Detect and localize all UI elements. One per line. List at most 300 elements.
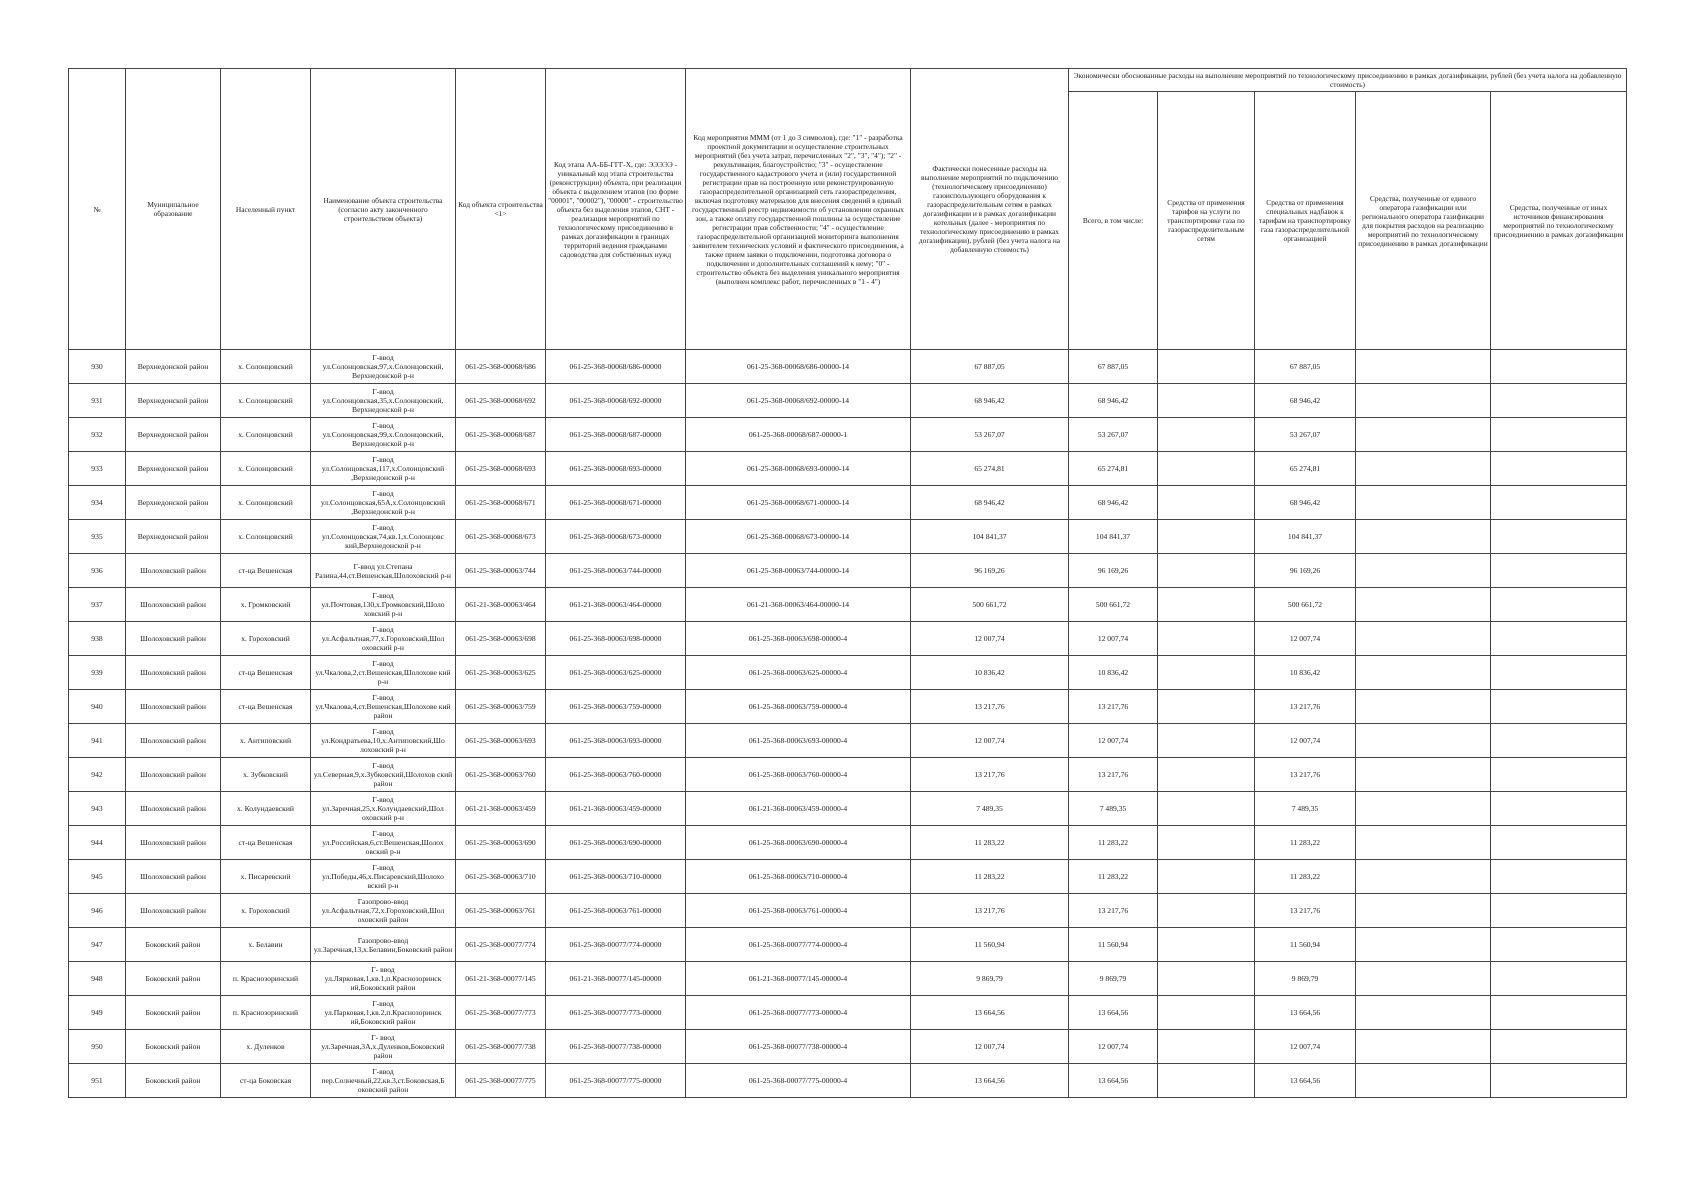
event-code-cell: 061-25-368-00063/744-00000-14 bbox=[686, 554, 911, 588]
table-row bbox=[69, 622, 1627, 656]
object-name-cell: Г-ввод ул.Парковая,1,кв.2,п.Краснозоринск ий,Боковский район bbox=[311, 996, 456, 1030]
actual-costs-cell: 68 946,42 bbox=[911, 486, 1069, 520]
event-code-cell: 061-25-368-00077/775-00000-4 bbox=[686, 1064, 911, 1098]
tariff-transport-cell bbox=[1158, 724, 1255, 758]
row-number-cell: 944 bbox=[69, 826, 126, 860]
table-row bbox=[69, 962, 1627, 996]
settlement-cell: х. Зубковский bbox=[221, 758, 311, 792]
total-cell: 12 007,74 bbox=[1069, 1030, 1158, 1064]
header-row-group bbox=[69, 69, 1627, 92]
row-number-cell: 941 bbox=[69, 724, 126, 758]
total-cell: 67 887,05 bbox=[1069, 350, 1158, 384]
single-operator-cell bbox=[1356, 996, 1491, 1030]
municipality-cell: Шолоховский район bbox=[126, 656, 221, 690]
tariff-transport-cell bbox=[1158, 860, 1255, 894]
table-row bbox=[69, 690, 1627, 724]
municipality-cell: Шолоховский район bbox=[126, 758, 221, 792]
event-code-cell: 061-25-368-00068/671-00000-14 bbox=[686, 486, 911, 520]
row-number-cell: 937 bbox=[69, 588, 126, 622]
header-econ-group: Экономически обоснованные расходы на выполнение мероприятий по технологическому присоединению в рамках догазификации, рублей (без учета налога на добавленную стоимость) bbox=[1069, 69, 1627, 92]
single-operator-cell bbox=[1356, 418, 1491, 452]
header-object-name: Наименование объекта строительства (согласно акту законченного строительством объекта) bbox=[311, 69, 456, 350]
other-sources-cell bbox=[1491, 486, 1627, 520]
tariff-transport-cell bbox=[1158, 690, 1255, 724]
municipality-cell: Шолоховский район bbox=[126, 622, 221, 656]
other-sources-cell bbox=[1491, 656, 1627, 690]
municipality-cell: Шолоховский район bbox=[126, 724, 221, 758]
header-settlement: Населенный пункт bbox=[221, 69, 311, 350]
tariff-transport-cell bbox=[1158, 486, 1255, 520]
other-sources-cell bbox=[1491, 996, 1627, 1030]
special-surcharges-cell: 12 007,74 bbox=[1255, 1030, 1356, 1064]
table-row bbox=[69, 486, 1627, 520]
object-code-cell: 061-25-368-00063/690 bbox=[456, 826, 546, 860]
actual-costs-cell: 12 007,74 bbox=[911, 622, 1069, 656]
municipality-cell: Верхнедонской район bbox=[126, 486, 221, 520]
total-cell: 104 841,37 bbox=[1069, 520, 1158, 554]
event-code-cell: 061-25-368-00068/693-00000-14 bbox=[686, 452, 911, 486]
total-cell: 13 217,76 bbox=[1069, 690, 1158, 724]
object-code-cell: 061-25-368-00077/774 bbox=[456, 928, 546, 962]
tariff-transport-cell bbox=[1158, 996, 1255, 1030]
event-code-cell: 061-25-368-00068/686-00000-14 bbox=[686, 350, 911, 384]
single-operator-cell bbox=[1356, 520, 1491, 554]
settlement-cell: х. Солонцовский bbox=[221, 520, 311, 554]
object-name-cell: Г-ввод ул.Солонцовская,99,х.Солонцовский, Верхнедонской р-н bbox=[311, 418, 456, 452]
single-operator-cell bbox=[1356, 860, 1491, 894]
object-name-cell: Г-ввод ул.Солонцовская,65А,х.Солонцовский ,Верхнедонской р-н bbox=[311, 486, 456, 520]
row-number-cell: 950 bbox=[69, 1030, 126, 1064]
object-code-cell: 061-25-368-00063/693 bbox=[456, 724, 546, 758]
settlement-cell: х. Дуленков bbox=[221, 1030, 311, 1064]
other-sources-cell bbox=[1491, 724, 1627, 758]
object-code-cell: 061-25-368-00068/673 bbox=[456, 520, 546, 554]
special-surcharges-cell: 53 267,07 bbox=[1255, 418, 1356, 452]
tariff-transport-cell bbox=[1158, 962, 1255, 996]
object-name-cell: Г-ввод ул.Чкалова,4,ст.Вешенская,Шолохове кий район bbox=[311, 690, 456, 724]
object-name-cell: Газопрово-ввод ул.Заречная,13,х.Белавин,Боковский район bbox=[311, 928, 456, 962]
other-sources-cell bbox=[1491, 452, 1627, 486]
row-number-cell: 934 bbox=[69, 486, 126, 520]
other-sources-cell bbox=[1491, 350, 1627, 384]
actual-costs-cell: 500 661,72 bbox=[911, 588, 1069, 622]
object-name-cell: Г-ввод ул.Солонцовская,74,кв.1,х.Солонцовс кий,Верхнедонской р-н bbox=[311, 520, 456, 554]
stage-code-cell: 061-25-368-00063/760-00000 bbox=[546, 758, 686, 792]
object-name-cell: Г-ввод ул.Степана Разина,44,ст.Вешенская,Шолоховский р-н bbox=[311, 554, 456, 588]
tariff-transport-cell bbox=[1158, 588, 1255, 622]
stage-code-cell: 061-25-368-00063/759-00000 bbox=[546, 690, 686, 724]
event-code-cell: 061-25-368-00077/774-00000-4 bbox=[686, 928, 911, 962]
header-municipality: Муниципальное образование bbox=[126, 69, 221, 350]
single-operator-cell bbox=[1356, 792, 1491, 826]
object-name-cell: Г-ввод ул.Кондратьева,10,х.Антиповский,Шо лоховский р-н bbox=[311, 724, 456, 758]
special-surcharges-cell: 67 887,05 bbox=[1255, 350, 1356, 384]
single-operator-cell bbox=[1356, 656, 1491, 690]
special-surcharges-cell: 13 217,76 bbox=[1255, 758, 1356, 792]
object-code-cell: 061-25-368-00063/760 bbox=[456, 758, 546, 792]
object-code-cell: 061-25-368-00068/687 bbox=[456, 418, 546, 452]
special-surcharges-cell: 104 841,37 bbox=[1255, 520, 1356, 554]
event-code-cell: 061-25-368-00063/693-00000-4 bbox=[686, 724, 911, 758]
special-surcharges-cell: 500 661,72 bbox=[1255, 588, 1356, 622]
municipality-cell: Шолоховский район bbox=[126, 894, 221, 928]
row-number-cell: 933 bbox=[69, 452, 126, 486]
event-code-cell: 061-21-368-00077/145-00000-4 bbox=[686, 962, 911, 996]
actual-costs-cell: 12 007,74 bbox=[911, 724, 1069, 758]
row-number-cell: 935 bbox=[69, 520, 126, 554]
tariff-transport-cell bbox=[1158, 656, 1255, 690]
stage-code-cell: 061-25-368-00077/774-00000 bbox=[546, 928, 686, 962]
actual-costs-cell: 53 267,07 bbox=[911, 418, 1069, 452]
single-operator-cell bbox=[1356, 928, 1491, 962]
single-operator-cell bbox=[1356, 724, 1491, 758]
stage-code-cell: 061-25-368-00077/773-00000 bbox=[546, 996, 686, 1030]
stage-code-cell: 061-25-368-00068/692-00000 bbox=[546, 384, 686, 418]
total-cell: 11 283,22 bbox=[1069, 826, 1158, 860]
tariff-transport-cell bbox=[1158, 1064, 1255, 1098]
tariff-transport-cell bbox=[1158, 1030, 1255, 1064]
total-cell: 11 283,22 bbox=[1069, 860, 1158, 894]
actual-costs-cell: 96 169,26 bbox=[911, 554, 1069, 588]
settlement-cell: ст-ца Боковская bbox=[221, 1064, 311, 1098]
stage-code-cell: 061-25-368-00063/625-00000 bbox=[546, 656, 686, 690]
actual-costs-cell: 12 007,74 bbox=[911, 1030, 1069, 1064]
total-cell: 53 267,07 bbox=[1069, 418, 1158, 452]
tariff-transport-cell bbox=[1158, 520, 1255, 554]
special-surcharges-cell: 68 946,42 bbox=[1255, 384, 1356, 418]
municipality-cell: Боковский район bbox=[126, 1030, 221, 1064]
row-number-cell: 943 bbox=[69, 792, 126, 826]
total-cell: 7 489,35 bbox=[1069, 792, 1158, 826]
other-sources-cell bbox=[1491, 690, 1627, 724]
table-row bbox=[69, 520, 1627, 554]
table-row bbox=[69, 350, 1627, 384]
single-operator-cell bbox=[1356, 622, 1491, 656]
object-name-cell: Г-ввод ул.Солонцовская,117,х.Солонцовский ,Верхнедонской р-н bbox=[311, 452, 456, 486]
table-row bbox=[69, 1030, 1627, 1064]
total-cell: 9 869,79 bbox=[1069, 962, 1158, 996]
document-page bbox=[68, 68, 1626, 1098]
single-operator-cell bbox=[1356, 758, 1491, 792]
stage-code-cell: 061-25-368-00063/698-00000 bbox=[546, 622, 686, 656]
settlement-cell: х. Солонцовский bbox=[221, 384, 311, 418]
table-row bbox=[69, 860, 1627, 894]
other-sources-cell bbox=[1491, 962, 1627, 996]
settlement-cell: ст-ца Вешенская bbox=[221, 656, 311, 690]
single-operator-cell bbox=[1356, 350, 1491, 384]
row-number-cell: 947 bbox=[69, 928, 126, 962]
object-code-cell: 061-25-368-00077/773 bbox=[456, 996, 546, 1030]
actual-costs-cell: 65 274,81 bbox=[911, 452, 1069, 486]
stage-code-cell: 061-25-368-00068/693-00000 bbox=[546, 452, 686, 486]
row-number-cell: 942 bbox=[69, 758, 126, 792]
tariff-transport-cell bbox=[1158, 418, 1255, 452]
settlement-cell: п. Краснозоринский bbox=[221, 962, 311, 996]
object-name-cell: Г-ввод ул.Солонцовская,97,х.Солонцовский, Верхнедонской р-н bbox=[311, 350, 456, 384]
special-surcharges-cell: 13 217,76 bbox=[1255, 690, 1356, 724]
tariff-transport-cell bbox=[1158, 622, 1255, 656]
special-surcharges-cell: 7 489,35 bbox=[1255, 792, 1356, 826]
total-cell: 13 217,76 bbox=[1069, 894, 1158, 928]
actual-costs-cell: 13 664,56 bbox=[911, 996, 1069, 1030]
table-row bbox=[69, 894, 1627, 928]
event-code-cell: 061-25-368-00063/760-00000-4 bbox=[686, 758, 911, 792]
settlement-cell: ст-ца Вешенская bbox=[221, 826, 311, 860]
tariff-transport-cell bbox=[1158, 894, 1255, 928]
settlement-cell: х. Солонцовский bbox=[221, 418, 311, 452]
actual-costs-cell: 10 836,42 bbox=[911, 656, 1069, 690]
settlement-cell: х. Солонцовский bbox=[221, 350, 311, 384]
other-sources-cell bbox=[1491, 384, 1627, 418]
actual-costs-cell: 13 217,76 bbox=[911, 758, 1069, 792]
tariff-transport-cell bbox=[1158, 350, 1255, 384]
header-actual-costs: Фактически понесенные расходы на выполнение мероприятий по подключению (технологическому присоединению) газоиспользующего оборудования к газораспределительным сетям в рамках догазификации и в рамках догазификации котельных (далее - мероприятия по технологическому присоединению в рамках догазификации), рублей (без учета налога на добавленную стоимость) bbox=[911, 69, 1069, 350]
total-cell: 10 836,42 bbox=[1069, 656, 1158, 690]
stage-code-cell: 061-25-368-00068/671-00000 bbox=[546, 486, 686, 520]
stage-code-cell: 061-25-368-00063/761-00000 bbox=[546, 894, 686, 928]
object-code-cell: 061-25-368-00063/625 bbox=[456, 656, 546, 690]
special-surcharges-cell: 13 217,76 bbox=[1255, 894, 1356, 928]
object-code-cell: 061-25-368-00063/744 bbox=[456, 554, 546, 588]
single-operator-cell bbox=[1356, 894, 1491, 928]
settlement-cell: х. Писаревский bbox=[221, 860, 311, 894]
stage-code-cell: 061-21-368-00077/145-00000 bbox=[546, 962, 686, 996]
row-number-cell: 940 bbox=[69, 690, 126, 724]
actual-costs-cell: 11 560,94 bbox=[911, 928, 1069, 962]
stage-code-cell: 061-21-368-00063/459-00000 bbox=[546, 792, 686, 826]
object-name-cell: Г-ввод ул.Почтовая,130,х.Громковский,Шоло ховский р-н bbox=[311, 588, 456, 622]
municipality-cell: Шолоховский район bbox=[126, 690, 221, 724]
row-number-cell: 939 bbox=[69, 656, 126, 690]
municipality-cell: Верхнедонской район bbox=[126, 452, 221, 486]
event-code-cell: 061-25-368-00068/687-00000-1 bbox=[686, 418, 911, 452]
object-name-cell: Г-ввод ул.Солонцовская,35,х.Солонцовский, Верхнедонской р-н bbox=[311, 384, 456, 418]
municipality-cell: Верхнедонской район bbox=[126, 384, 221, 418]
other-sources-cell bbox=[1491, 792, 1627, 826]
total-cell: 13 664,56 bbox=[1069, 996, 1158, 1030]
total-cell: 500 661,72 bbox=[1069, 588, 1158, 622]
tariff-transport-cell bbox=[1158, 452, 1255, 486]
other-sources-cell bbox=[1491, 554, 1627, 588]
other-sources-cell bbox=[1491, 826, 1627, 860]
event-code-cell: 061-25-368-00063/698-00000-4 bbox=[686, 622, 911, 656]
header-single-operator: Средства, полученные от единого оператора газификации или регионального оператора газификации для покрытия расходов на реализацию мероприятий по технологическому присоединению в рамках догазификации bbox=[1356, 92, 1491, 350]
special-surcharges-cell: 11 283,22 bbox=[1255, 826, 1356, 860]
municipality-cell: Верхнедонской район bbox=[126, 520, 221, 554]
event-code-cell: 061-21-368-00063/459-00000-4 bbox=[686, 792, 911, 826]
single-operator-cell bbox=[1356, 452, 1491, 486]
object-name-cell: Г- ввод ул.Лярковая,1,кв.1,п.Краснозоринск ий,Боковский район bbox=[311, 962, 456, 996]
event-code-cell: 061-25-368-00063/625-00000-4 bbox=[686, 656, 911, 690]
settlement-cell: х. Гороховский bbox=[221, 894, 311, 928]
table-row bbox=[69, 928, 1627, 962]
municipality-cell: Боковский район bbox=[126, 1064, 221, 1098]
single-operator-cell bbox=[1356, 1064, 1491, 1098]
header-special-surcharges: Средства от применения специальных надбавок к тарифам на транспортировку газа газораспределительной организацией bbox=[1255, 92, 1356, 350]
actual-costs-cell: 9 869,79 bbox=[911, 962, 1069, 996]
table-row bbox=[69, 792, 1627, 826]
municipality-cell: Шолоховский район bbox=[126, 792, 221, 826]
object-name-cell: Г-ввод пер.Солнечный,22,кв.3,ст.Боковская,Б оковский район bbox=[311, 1064, 456, 1098]
header-stage-code: Код этапа АА-ББ-ГГГ-Х, где: ЭЭЭЭЭ - уникальный код этапа строительства (реконструкции) объекта, при реализации объекта с выделением этапов (по форме "00001", "00002"), "00000" - строительство объекта без выделения этапов, СНТ - реализация мероприятий по технологическому присоединению в рамках догазификации в границах территорий ведения гражданами садоводства для собственных нужд bbox=[546, 69, 686, 350]
special-surcharges-cell: 96 169,26 bbox=[1255, 554, 1356, 588]
object-code-cell: 061-21-368-00077/145 bbox=[456, 962, 546, 996]
row-number-cell: 951 bbox=[69, 1064, 126, 1098]
tariff-transport-cell bbox=[1158, 758, 1255, 792]
special-surcharges-cell: 11 283,22 bbox=[1255, 860, 1356, 894]
event-code-cell: 061-25-368-00063/761-00000-4 bbox=[686, 894, 911, 928]
actual-costs-cell: 7 489,35 bbox=[911, 792, 1069, 826]
object-name-cell: Г-ввод ул.Чкалова,2,ст.Вешенская,Шолохове кий р-н bbox=[311, 656, 456, 690]
object-name-cell: Г- ввод ул.Заречная,3А,х.Дуленков,Боковский район bbox=[311, 1030, 456, 1064]
row-number-cell: 931 bbox=[69, 384, 126, 418]
special-surcharges-cell: 12 007,74 bbox=[1255, 622, 1356, 656]
actual-costs-cell: 11 283,22 bbox=[911, 826, 1069, 860]
stage-code-cell: 061-25-368-00068/673-00000 bbox=[546, 520, 686, 554]
total-cell: 68 946,42 bbox=[1069, 486, 1158, 520]
municipality-cell: Верхнедонской район bbox=[126, 350, 221, 384]
event-code-cell: 061-25-368-00068/692-00000-14 bbox=[686, 384, 911, 418]
stage-code-cell: 061-25-368-00077/738-00000 bbox=[546, 1030, 686, 1064]
actual-costs-cell: 13 664,56 bbox=[911, 1064, 1069, 1098]
total-cell: 12 007,74 bbox=[1069, 724, 1158, 758]
other-sources-cell bbox=[1491, 860, 1627, 894]
municipality-cell: Шолоховский район bbox=[126, 588, 221, 622]
header-num: № bbox=[69, 69, 126, 350]
special-surcharges-cell: 13 664,56 bbox=[1255, 996, 1356, 1030]
settlement-cell: х. Колундаевский bbox=[221, 792, 311, 826]
row-number-cell: 946 bbox=[69, 894, 126, 928]
total-cell: 13 664,56 bbox=[1069, 1064, 1158, 1098]
table-row bbox=[69, 724, 1627, 758]
single-operator-cell bbox=[1356, 962, 1491, 996]
municipality-cell: Верхнедонской район bbox=[126, 418, 221, 452]
single-operator-cell bbox=[1356, 554, 1491, 588]
object-code-cell: 061-25-368-00068/692 bbox=[456, 384, 546, 418]
table-row bbox=[69, 452, 1627, 486]
object-code-cell: 061-25-368-00068/693 bbox=[456, 452, 546, 486]
object-code-cell: 061-25-368-00077/775 bbox=[456, 1064, 546, 1098]
stage-code-cell: 061-25-368-00063/744-00000 bbox=[546, 554, 686, 588]
object-name-cell: Г-ввод ул.Заречная,25,х.Колундаевский,Шол оховский р-н bbox=[311, 792, 456, 826]
row-number-cell: 938 bbox=[69, 622, 126, 656]
special-surcharges-cell: 65 274,81 bbox=[1255, 452, 1356, 486]
other-sources-cell bbox=[1491, 1064, 1627, 1098]
actual-costs-cell: 104 841,37 bbox=[911, 520, 1069, 554]
header-total: Всего, в том числе: bbox=[1069, 92, 1158, 350]
row-number-cell: 948 bbox=[69, 962, 126, 996]
table-row bbox=[69, 554, 1627, 588]
table-row bbox=[69, 758, 1627, 792]
object-code-cell: 061-25-368-00068/671 bbox=[456, 486, 546, 520]
settlement-cell: х. Громковский bbox=[221, 588, 311, 622]
object-code-cell: 061-25-368-00077/738 bbox=[456, 1030, 546, 1064]
other-sources-cell bbox=[1491, 928, 1627, 962]
stage-code-cell: 061-25-368-00068/687-00000 bbox=[546, 418, 686, 452]
object-name-cell: Г-ввод ул.Российская,6,ст.Вешенская,Шолох овский р-н bbox=[311, 826, 456, 860]
object-code-cell: 061-25-368-00063/698 bbox=[456, 622, 546, 656]
total-cell: 11 560,94 bbox=[1069, 928, 1158, 962]
single-operator-cell bbox=[1356, 588, 1491, 622]
stage-code-cell: 061-25-368-00068/686-00000 bbox=[546, 350, 686, 384]
row-number-cell: 932 bbox=[69, 418, 126, 452]
single-operator-cell bbox=[1356, 486, 1491, 520]
total-cell: 13 217,76 bbox=[1069, 758, 1158, 792]
stage-code-cell: 061-25-368-00063/693-00000 bbox=[546, 724, 686, 758]
total-cell: 65 274,81 bbox=[1069, 452, 1158, 486]
actual-costs-cell: 68 946,42 bbox=[911, 384, 1069, 418]
object-code-cell: 061-21-368-00063/464 bbox=[456, 588, 546, 622]
actual-costs-cell: 13 217,76 bbox=[911, 690, 1069, 724]
row-number-cell: 945 bbox=[69, 860, 126, 894]
table-row bbox=[69, 384, 1627, 418]
single-operator-cell bbox=[1356, 384, 1491, 418]
other-sources-cell bbox=[1491, 894, 1627, 928]
special-surcharges-cell: 9 869,79 bbox=[1255, 962, 1356, 996]
settlement-cell: х. Гороховский bbox=[221, 622, 311, 656]
total-cell: 68 946,42 bbox=[1069, 384, 1158, 418]
event-code-cell: 061-25-368-00063/690-00000-4 bbox=[686, 826, 911, 860]
single-operator-cell bbox=[1356, 690, 1491, 724]
other-sources-cell bbox=[1491, 418, 1627, 452]
settlement-cell: ст-ца Вешенская bbox=[221, 690, 311, 724]
actual-costs-cell: 11 283,22 bbox=[911, 860, 1069, 894]
actual-costs-cell: 67 887,05 bbox=[911, 350, 1069, 384]
row-number-cell: 936 bbox=[69, 554, 126, 588]
actual-costs-cell: 13 217,76 bbox=[911, 894, 1069, 928]
event-code-cell: 061-25-368-00068/673-00000-14 bbox=[686, 520, 911, 554]
other-sources-cell bbox=[1491, 622, 1627, 656]
table-row bbox=[69, 656, 1627, 690]
tariff-transport-cell bbox=[1158, 792, 1255, 826]
settlement-cell: х. Солонцовский bbox=[221, 486, 311, 520]
special-surcharges-cell: 11 560,94 bbox=[1255, 928, 1356, 962]
other-sources-cell bbox=[1491, 588, 1627, 622]
settlement-cell: х. Солонцовский bbox=[221, 452, 311, 486]
total-cell: 12 007,74 bbox=[1069, 622, 1158, 656]
single-operator-cell bbox=[1356, 1030, 1491, 1064]
event-code-cell: 061-25-368-00063/759-00000-4 bbox=[686, 690, 911, 724]
other-sources-cell bbox=[1491, 520, 1627, 554]
row-number-cell: 949 bbox=[69, 996, 126, 1030]
table-row bbox=[69, 996, 1627, 1030]
row-number-cell: 930 bbox=[69, 350, 126, 384]
header-tariff-transport: Средства от применения тарифов на услуги по транспортировке газа по газораспределительным сетям bbox=[1158, 92, 1255, 350]
municipality-cell: Шолоховский район bbox=[126, 860, 221, 894]
settlement-cell: п. Краснозоринский bbox=[221, 996, 311, 1030]
stage-code-cell: 061-21-368-00063/464-00000 bbox=[546, 588, 686, 622]
other-sources-cell bbox=[1491, 1030, 1627, 1064]
municipality-cell: Боковский район bbox=[126, 996, 221, 1030]
data-table bbox=[68, 68, 1627, 1098]
total-cell: 96 169,26 bbox=[1069, 554, 1158, 588]
municipality-cell: Шолоховский район bbox=[126, 554, 221, 588]
header-other-sources: Средства, полученные от иных источников финансирования мероприятий по технологическому присоединению в рамках догазификации bbox=[1491, 92, 1627, 350]
special-surcharges-cell: 12 007,74 bbox=[1255, 724, 1356, 758]
other-sources-cell bbox=[1491, 758, 1627, 792]
special-surcharges-cell: 68 946,42 bbox=[1255, 486, 1356, 520]
object-name-cell: Г-ввод ул.Победы,46,х.Писаревский,Шолохо вский р-н bbox=[311, 860, 456, 894]
stage-code-cell: 061-25-368-00063/710-00000 bbox=[546, 860, 686, 894]
object-name-cell: Газопрово-ввод ул.Асфальтная,72,х.Гороховский,Шол оховский район bbox=[311, 894, 456, 928]
tariff-transport-cell bbox=[1158, 554, 1255, 588]
table-row bbox=[69, 588, 1627, 622]
special-surcharges-cell: 13 664,56 bbox=[1255, 1064, 1356, 1098]
table-row bbox=[69, 826, 1627, 860]
settlement-cell: х. Антиповский bbox=[221, 724, 311, 758]
object-code-cell: 061-25-368-00063/761 bbox=[456, 894, 546, 928]
settlement-cell: ст-ца Вешенская bbox=[221, 554, 311, 588]
